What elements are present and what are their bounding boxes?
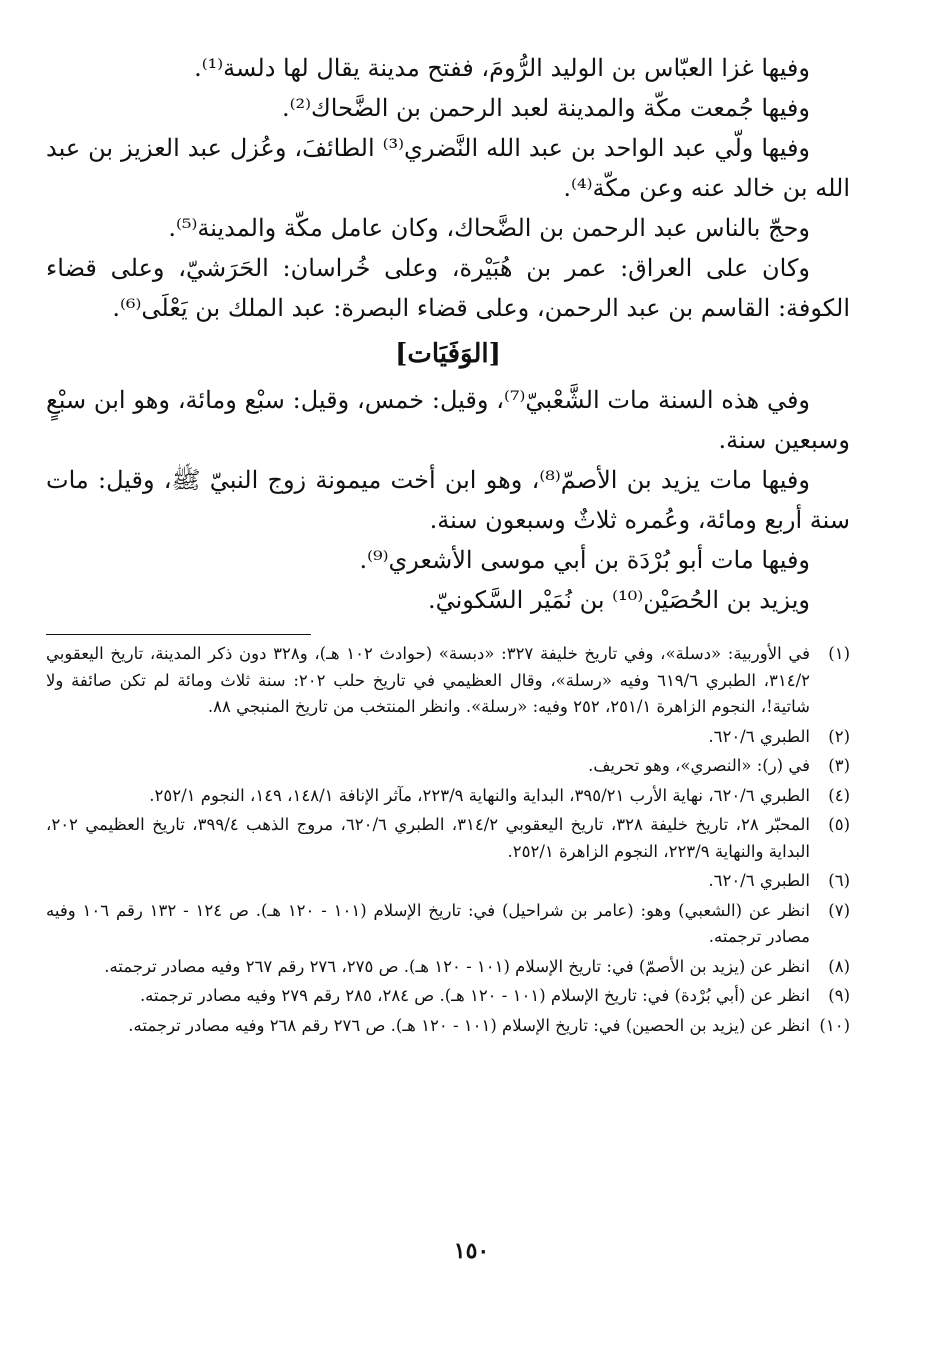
footnote-number: (٢): [828, 726, 850, 746]
paragraph: وفيها غزا العبّاس بن الوليد الرُّومَ، ففتح مدينة يقال لها دلسة⁽¹⁾.: [194, 54, 810, 82]
page-number: ١٥٠: [453, 1238, 490, 1264]
paragraph: وفيها مات أبو بُرْدَة بن أبي موسى الأشعري⁽⁹⁾.: [359, 546, 810, 574]
section-heading: [الوَفَيَات]: [395, 339, 501, 369]
footnote: [46, 898, 850, 951]
footnote: [46, 954, 850, 981]
footnote-text: المحبّر ٢٨، تاريخ خليفة ٣٢٨، تاريخ اليعقوبي ٣١٤/٢، الطبري ٦٢٠/٦، مروج الذهب ٣٩٩/٤، تاريخ العظيمي ٢٠٢، البداية والنهاية ٢٢٣/٩، النجوم الزاهرة ٢٥٢/١.: [46, 815, 810, 861]
footnote: [46, 783, 850, 810]
footnote-number: (١): [828, 644, 850, 663]
footnote-text: انظر عن (يزيد بن الحصين) في: تاريخ الإسلام (١٠١ - ١٢٠ هـ). ص ٢٧٦ رقم ٢٦٨ وفيه مصادر ترجمته.: [128, 1015, 810, 1035]
footnote-number: (٨): [828, 956, 850, 976]
paragraph: وكان على العراق: عمر بن هُبَيْرة، وعلى خُراسان: الحَرَشيّ، وعلى قضاء الكوفة: القاسم بن عبد الرحمن، وعلى قضاء البصرة: عبد الملك بن يَعْلَى⁽⁶⁾.: [46, 254, 850, 322]
footnote: [46, 753, 850, 780]
paragraph: وحجّ بالناس عبد الرحمن بن الضَّحاك، وكان عامل مكّة والمدينة⁽⁵⁾.: [168, 214, 810, 242]
footnote-number: (٩): [828, 986, 850, 1005]
footnotes: [46, 641, 850, 1039]
footnote: [46, 641, 850, 721]
main-text: [46, 48, 850, 620]
footnote-number: (١٠): [819, 1015, 850, 1035]
footnote: [46, 724, 850, 751]
footnote-text: الطبري ٦٢٠/٦، نهاية الأرب ٣٩٥/٢١، البداية والنهاية ٢٢٣/٩، مآثر الإنافة ١٤٨/١، ١٤٩، النجوم ٢٥٢/١.: [149, 785, 810, 805]
paragraph: وفي هذه السنة مات الشَّعْبيّ⁽⁷⁾، وقيل: خمس، وقيل: سبْع ومائة، وهو ابن سبْعٍ وسبعين سنة.: [46, 386, 850, 454]
footnote-text: في (ر): «النصري»، وهو تحريف.: [588, 756, 810, 775]
footnote-number: (٥): [828, 815, 850, 834]
paragraph: وفيها مات يزيد بن الأصمّ⁽⁸⁾، وهو ابن أخت ميمونة زوج النبيّ ﷺ، وقيل: مات سنة أربع ومائة، وعُمره ثلاثٌ وسبعون سنة.: [46, 466, 850, 534]
footnote: [46, 868, 850, 895]
footnote-text: الطبري ٦٢٠/٦.: [708, 871, 810, 890]
footnote-number: (٧): [828, 900, 850, 920]
footnote-number: (٦): [828, 871, 850, 890]
footnote-text: الطبري ٦٢٠/٦.: [708, 726, 810, 746]
paragraph: ويزيد بن الحُصَيْن⁽¹⁰⁾ بن نُمَيْر السَّكونيّ.: [427, 586, 810, 614]
paragraph: وفيها جُمعت مكّة والمدينة لعبد الرحمن بن الضَّحاك⁽²⁾.: [281, 94, 810, 122]
footnote-number: (٤): [828, 785, 850, 805]
book-page: [46, 48, 850, 1348]
footnote: [46, 983, 850, 1010]
footnote-text: في الأوربية: «دسلة»، وفي تاريخ خليفة ٣٢٧: «دبسة» (حوادث ١٠٢ هـ)، و٣٢٨ دون ذكر المدينة، تاريخ اليعقوبي ٣١٤/٢، الطبري ٦١٩/٦ وفيه «رسلة»، وقال العظيمي في تاريخ حلب ٢٠٢: سنة ثلاث ومائة لم تكن صائفة ولا شاتية!، النجوم الزاهرة ٢٥١/١، ٢٥٢ وفيه: «رسلة». وانظر المنتخب من تاريخ المنبجي ٨٨.: [46, 644, 811, 716]
footnote: [46, 812, 850, 865]
footnote-text: انظر عن (يزيد بن الأصمّ) في: تاريخ الإسلام (١٠١ - ١٢٠ هـ). ص ٢٧٥، ٢٧٦ رقم ٢٦٧ وفيه مصادر ترجمته.: [104, 956, 810, 976]
footnote-text: انظر عن (الشعبي) وهو: (عامر بن شراحيل) في: تاريخ الإسلام (١٠١ - ١٢٠ هـ). ص ١٢٤ - ١٣٢ رقم ١٠٦ وفيه مصادر ترجمته.: [46, 900, 810, 946]
footnote-divider: [46, 634, 311, 635]
paragraph: وفيها ولّي عبد الواحد بن عبد الله النَّضري⁽³⁾ الطائفَ، وعُزل عبد العزيز بن عبد الله بن خالد عنه وعن مكّة⁽⁴⁾.: [46, 134, 850, 202]
footnote-text: انظر عن (أبي بُرْدة) في: تاريخ الإسلام (١٠١ - ١٢٠ هـ). ص ٢٨٤، ٢٨٥ رقم ٢٧٩ وفيه مصادر ترجمته.: [139, 986, 810, 1005]
footnote: [46, 1013, 850, 1040]
footnote-number: (٣): [828, 756, 850, 775]
